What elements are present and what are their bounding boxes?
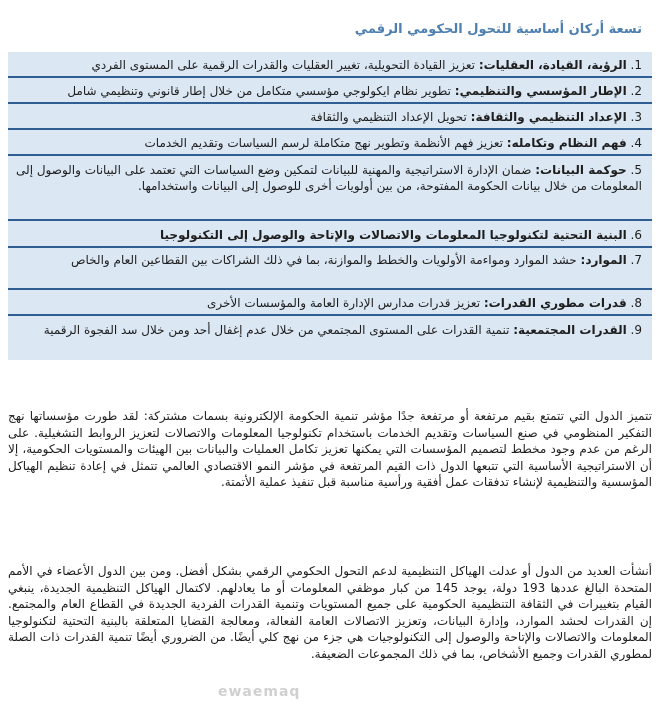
pillar-number: 4. — [630, 136, 642, 150]
body-paragraph: أنشأت العديد من الدول أو عدلت الهياكل التنظيمية لدعم التحول الحكومي الرقمي بشكل أفضل. ومن بين الدول الأعضاء في الأمم المتحدة البالغ عددها 193 دولة، يوجد 145 من كبار موظفي المعلومات أو ما يعادلهم. لاكتمال الهياكل التنظيمية الجديدة، ينبغي القيام بتغييرات في الثقافة التنظيمية الحكومية على جميع المستويات وتنمية القدرات الفردية الجديدة في القطاع العام والمجتمع. إن القدرات لحشد الموارد، وإدارة البيانات، وتعزيز الاتصالات العامة الفعالة، ومعالجة القضايا المتعلقة بالبنية التحتية لتكنولوجيا المعلومات والاتصالات والإتاحة والوصول إلى التكنولوجيات هي جزء من نهج كلي أيضًا. من الضروري أيضًا تنمية القدرات ذات الصلة لمطوري القدرات وجميع الأشخاص، بما في ذلك المجموعات الضعيفة. — [8, 564, 652, 661]
pillar-heading: الإطار المؤسسي والتنظيمي: — [454, 84, 627, 98]
pillar-number: 7. — [630, 253, 642, 267]
pillar-item — [8, 52, 652, 78]
pillar-description: تعزيز قدرات مدارس الإدارة العامة والمؤسسات الأخرى — [207, 296, 484, 310]
pillar-description: تحويل الإعداد التنظيمي والثقافة — [310, 110, 471, 124]
pillar-number: 6. — [630, 228, 642, 242]
pillar-description: تطوير نظام ايكولوجي مؤسسي متكامل من خلال إطار قانوني وتنظيمي شامل — [67, 84, 455, 98]
pillar-number: 8. — [630, 296, 642, 310]
pillar-number: 2. — [630, 84, 642, 98]
watermark-logo: ewaemaq — [218, 684, 301, 700]
pillar-item — [8, 104, 652, 130]
pillar-item — [8, 248, 652, 290]
box-title: تسعة أركان أساسية للتحول الحكومي الرقمي — [354, 22, 642, 37]
pillar-description: ضمان الإدارة الاستراتيجية والمهنية للبيانات لتمكين وضع السياسات التي تعتمد على البيانات والوصول إلى المعلومات من خلال بيانات الحكومة المفتوحة، من بين أولويات أخرى للوصول إلى البيانات واستخدامها. — [16, 163, 642, 193]
pillar-heading: قدرات مطوري القدرات: — [483, 296, 627, 310]
body-paragraph: تتميز الدول التي تتمتع بقيم مرتفعة أو مرتفعة جدًا مؤشر تنمية الحكومة الإلكترونية بسمات مشتركة: لقد طورت مؤسساتها نهج التفكير المنظومي في صنع السياسات وتقديم الخدمات باستخدام تكنولوجيا المعلومات والاتصالات لتعزيز الروابط التشغيلية. على الرغم من عدم وجود مخطط لتصميم المؤسسات التي يمكنها تعزيز تكامل العمليات والبيانات بين الهيئات والمستويات الحكومية، إلا أن الاستراتيجية الأساسية التي تتبعها الدول ذات القيم المرتفعة في مؤشر النمو الاقتصادي العالمي تتمثل في إعادة تنظيم الهياكل المؤسسية والتنظيمية لإنشاء تدفقات عمل أفقية ورأسية مناسبة قبل تنفيذ عملية الأتمتة. — [8, 409, 652, 490]
pillar-item — [8, 316, 652, 360]
pillar-description: تنمية القدرات على المستوى المجتمعي من خلال عدم إغفال أحد ومن خلال سد الفجوة الرقمية — [43, 323, 514, 337]
pillar-item — [8, 156, 652, 221]
pillar-heading: حوكمة البيانات: — [535, 163, 627, 177]
pillar-heading: الرؤية، القيادة، العقليات: — [478, 58, 627, 72]
pillar-item — [8, 290, 652, 316]
pillar-number: 3. — [630, 110, 642, 124]
pillar-heading: فهم النظام وتكامله: — [506, 136, 627, 150]
pillar-heading: الموارد: — [580, 253, 627, 267]
pillar-number: 1. — [630, 58, 642, 72]
pillar-item — [8, 78, 652, 104]
pillar-item — [8, 130, 652, 156]
pillar-description: حشد الموارد ومواءمة الأولويات والخطط والموازنة، بما في ذلك الشراكات بين القطاعين العام والخاص — [71, 253, 581, 267]
pillar-heading: القدرات المجتمعية: — [513, 323, 627, 337]
pillar-number: 5. — [630, 163, 642, 177]
pillar-number: 9. — [630, 323, 642, 337]
pillar-heading: البنية التحتية لتكنولوجيا المعلومات والاتصالات والإتاحة والوصول إلى التكنولوجيا — [160, 228, 627, 242]
pillar-heading: الإعداد التنظيمي والثقافة: — [470, 110, 627, 124]
pillar-description: تعزيز القيادة التحويلية، تغيير العقليات والقدرات الرقمية على المستوى الفردي — [91, 58, 479, 72]
pillars-box — [8, 52, 652, 360]
pillar-description: تعزيز فهم الأنظمة وتطوير نهج متكاملة لرسم السياسات وتقديم الخدمات — [144, 136, 507, 150]
pillar-item — [8, 221, 652, 248]
